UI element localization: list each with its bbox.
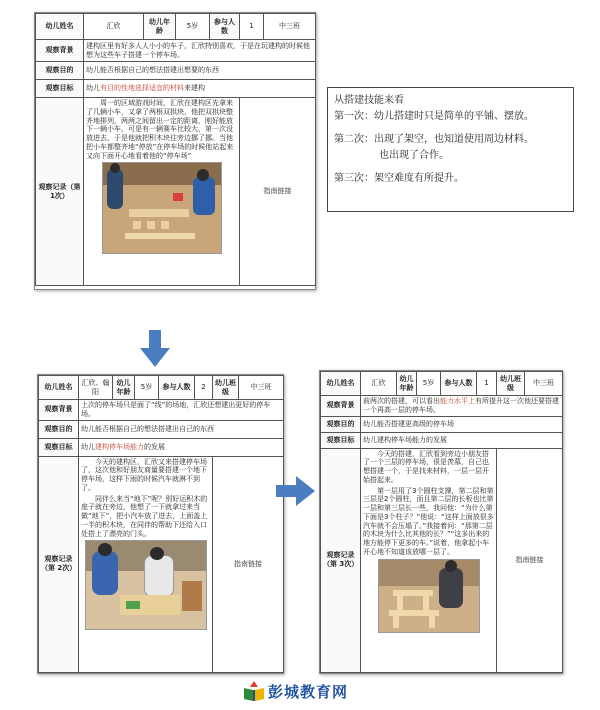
background-label: 观察背景: [39, 400, 79, 421]
record-cell: [361, 448, 497, 672]
background-text: 上次的停车场只是面了“线”的场地，汇欣还想建出更好的停车场。: [79, 400, 284, 421]
goal-label: 观察目标: [36, 80, 84, 98]
note-line-3: 第二次：出现了架空，也知道使用周边材料。: [334, 134, 534, 145]
header-age-label: 幼儿年龄: [144, 14, 176, 40]
child-class: 中三班: [239, 376, 284, 400]
record-text: 周一的区域游戏时间，汇欣在建构区先拿来了几辆小车，又拿了两根双拱块，他把双拱块整齐地排列，两两之间留出一定的距离，刚好能放下一辆小车，可是有一辆赛车比较大，第一次没放进去，于是他就把积木块往旁边挪了挪。当他把小车都整齐地“停放”在停车场的时候他站起来又向下面开心地看着他的“停车场”: [86, 99, 234, 160]
record-card-2: [37, 374, 284, 674]
record-paragraph-2: 同伴么来当“地下”呢？别好运积木的座子就在旁边，他想了一下就拿过来当做“地下”，把小汽车放了进去，上面盖上一半的积木块，在同伴的帮助下还给入口处搭上了漂亮的门头。: [81, 494, 208, 538]
site-logo: [238, 680, 368, 702]
goal-text: 幼儿建构停车场能力的发展: [79, 438, 284, 456]
record-table-2: [38, 375, 284, 673]
header-class-label: 幼儿班级: [497, 372, 525, 396]
purpose-label: 观察目的: [36, 62, 84, 80]
observation-photo-2: [85, 540, 207, 630]
observation-photo-3: [378, 559, 480, 633]
background-label: 观察背景: [321, 396, 361, 417]
child-class: 中三班: [264, 14, 316, 40]
child-name: 汇欣、翰阳: [79, 376, 113, 400]
record-paragraph-1: 今天的建构区，汇欣又来搭建停车场了，这次他和好朋友商量要搭建一个地下停车场，这样下雨的时候汽车就淋不到了。: [81, 457, 207, 492]
skill-summary-note: [327, 87, 574, 212]
down-arrow-icon: [140, 330, 170, 368]
participant-count: 1: [240, 14, 264, 40]
record-table-3: [320, 371, 563, 673]
purpose-label: 观察目的: [321, 416, 361, 432]
header-name-label: 幼儿姓名: [321, 372, 361, 396]
child-age: 5岁: [135, 376, 159, 400]
background-label: 观察背景: [36, 40, 84, 62]
header-age-label: 幼儿年龄: [113, 376, 135, 400]
goal-highlight: 有目的性地选择适宜的材料: [100, 84, 184, 93]
note-line-1: 从搭建技能来看: [334, 95, 404, 106]
header-count-label: 参与人数: [210, 14, 240, 40]
background-highlight: 能力水平上: [440, 397, 475, 405]
purpose-text: 幼儿能否搭建更高级的停车场: [361, 416, 563, 432]
header-class-label: 幼儿班级: [213, 376, 239, 400]
background-text: 建构区里有好多人人小小的车子，汇欣特别喜欢，于是在玩建构的时候他想为这些车子搭建一个停车场。: [84, 40, 316, 62]
note-line-4: 也出现了合作。: [379, 149, 449, 161]
header-count-label: 参与人数: [159, 376, 195, 400]
child-age: 5岁: [176, 14, 210, 40]
book-logo-icon: [242, 680, 266, 702]
guide-link-2[interactable]: 指南链接: [213, 456, 284, 672]
record-paragraph-2: 第一层用了3个圆柱支撑，第二层和第三层是2个圆柱，而且第二层的长板也比第一层和第三层长一些，我问他：“为什么第下面是3个柱子？”他说：“这样上面放很多汽车就不会压塌了。”我接着问：“那第二层的木块为什么比其他的长？”“这多出来的地方能停下更多的车。”说着，他拿起小车开心地不知道该放哪一层了。: [363, 486, 494, 556]
record-paragraph-1: 今天的搭建，汇欣看到旁边小朋友搭了一个三层的停车场，很是羡慕，自己也想搭建一个，于是找来材料，一层一层开始搭起来。: [363, 449, 489, 484]
child-name: 汇欣: [84, 14, 144, 40]
record-cell: [79, 456, 213, 672]
logo-text: 彭城教育网: [268, 683, 349, 701]
note-line-5: 第三次：架空难度有所提升。: [334, 173, 464, 184]
goal-text: 幼儿建构停车场能力的发展: [361, 432, 563, 448]
child-name: 汇欣: [361, 372, 397, 396]
guide-link-3[interactable]: 指南链接: [497, 448, 563, 672]
header-age-label: 幼儿年龄: [397, 372, 417, 396]
purpose-label: 观察目的: [39, 420, 79, 438]
purpose-text: 幼儿能否根据自己的想法搭建出想要的东西: [84, 62, 316, 80]
child-age: 5岁: [417, 372, 441, 396]
right-arrow-icon: [276, 476, 316, 506]
header-count-label: 参与人数: [441, 372, 477, 396]
record-cell: [84, 98, 240, 286]
child-class: 中三班: [525, 372, 563, 396]
record-label: 观察记录（第 1次）: [36, 98, 84, 286]
record-card-1: [34, 12, 316, 290]
header-name-label: 幼儿姓名: [36, 14, 84, 40]
participant-count: 1: [477, 372, 497, 396]
participant-count: 2: [195, 376, 213, 400]
record-card-3: [319, 370, 563, 674]
goal-highlight: 建构停车场能力: [95, 442, 144, 451]
record-table-1: [35, 13, 316, 286]
header-name-label: 幼儿姓名: [39, 376, 79, 400]
goal-label: 观察目标: [321, 432, 361, 448]
purpose-text: 幼儿能否根据自己的想法搭建出自己的东西: [79, 420, 284, 438]
record-label: 观察记录（第 2次）: [39, 456, 79, 672]
record-label: 观察记录（第 3次）: [321, 448, 361, 672]
goal-text: 幼儿有目的性地选择适宜的材料来建构: [84, 80, 316, 98]
guide-link-1[interactable]: 指南链接: [240, 98, 316, 286]
background-text: 前两次的搭建，可以看出能力水平上有所提升这一次他还要搭建一个再高一层的停车场。: [361, 396, 563, 417]
observation-photo-1: [102, 162, 222, 254]
note-line-2: 第一次：幼儿搭建时只是简单的平铺、摆放。: [334, 110, 534, 122]
goal-label: 观察目标: [39, 438, 79, 456]
